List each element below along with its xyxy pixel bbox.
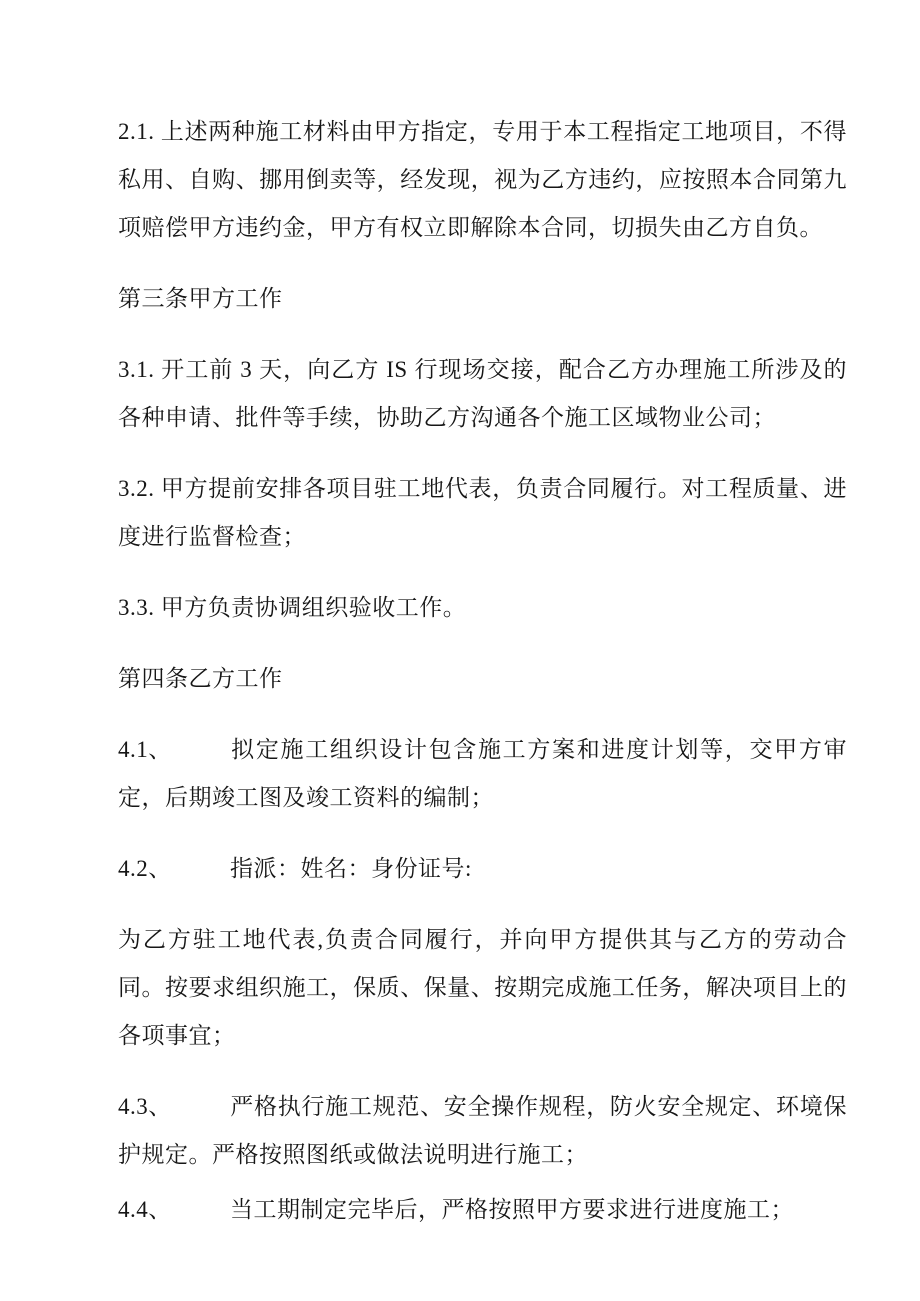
contract-paragraph — [118, 465, 847, 561]
clause-text: 2.1. 上述两种施工材料由甲方指定，专用于本工程指定工地项目，不得私用、自购、挪用倒卖等，经发现，视为乙方违约，应按照本合同第九项赔偿甲方违约金，甲方有权立即解除本合同，切损失由乙方自负。 — [118, 119, 847, 240]
section-heading-text: 第四条乙方工作 — [118, 666, 283, 691]
section-heading — [118, 655, 847, 703]
clause-text: 严格执行施工规范、安全操作规程，防火安全规定、环境保护规定。严格按照图纸或做法说明进行施工； — [118, 1094, 847, 1167]
section-heading — [118, 275, 847, 323]
contract-paragraph — [118, 584, 847, 632]
contract-paragraph — [118, 845, 847, 893]
clause-number: 4.4、 — [118, 1197, 172, 1222]
contract-paragraph — [118, 108, 847, 252]
clause-number: 4.1、 — [118, 737, 172, 762]
clause-text: 拟定施工组织设计包含施工方案和进度计划等，交甲方审定，后期竣工图及竣工资料的编制； — [118, 737, 847, 810]
clause-text: 当工期制定完毕后，严格按照甲方要求进行进度施工； — [230, 1197, 794, 1222]
contract-paragraph — [118, 1186, 847, 1234]
section-heading-text: 第三条甲方工作 — [118, 286, 283, 311]
clause-text: 3.3. 甲方负责协调组织验收工作。 — [118, 595, 467, 620]
clause-text: 3.2. 甲方提前安排各项目驻工地代表，负责合同履行。对工程质量、进度进行监督检查； — [118, 476, 847, 549]
contract-paragraph — [118, 726, 847, 822]
contract-paragraph — [118, 1083, 847, 1179]
clause-number: 4.3、 — [118, 1094, 172, 1119]
clause-number: 4.2、 — [118, 856, 172, 881]
clause-text: 为乙方驻工地代表,负责合同履行，并向甲方提供其与乙方的劳动合同。按要求组织施工，保质、保量、按期完成施工任务，解决项目上的各项事宜； — [118, 927, 847, 1048]
clause-text: 3.1. 开工前 3 天，向乙方 IS 行现场交接，配合乙方办理施工所涉及的各种申请、批件等手续，协助乙方沟通各个施工区域物业公司； — [118, 357, 847, 430]
contract-paragraph — [118, 346, 847, 442]
clause-text: 指派：姓名：身份证号: — [230, 856, 472, 881]
contract-paragraph — [118, 916, 847, 1060]
